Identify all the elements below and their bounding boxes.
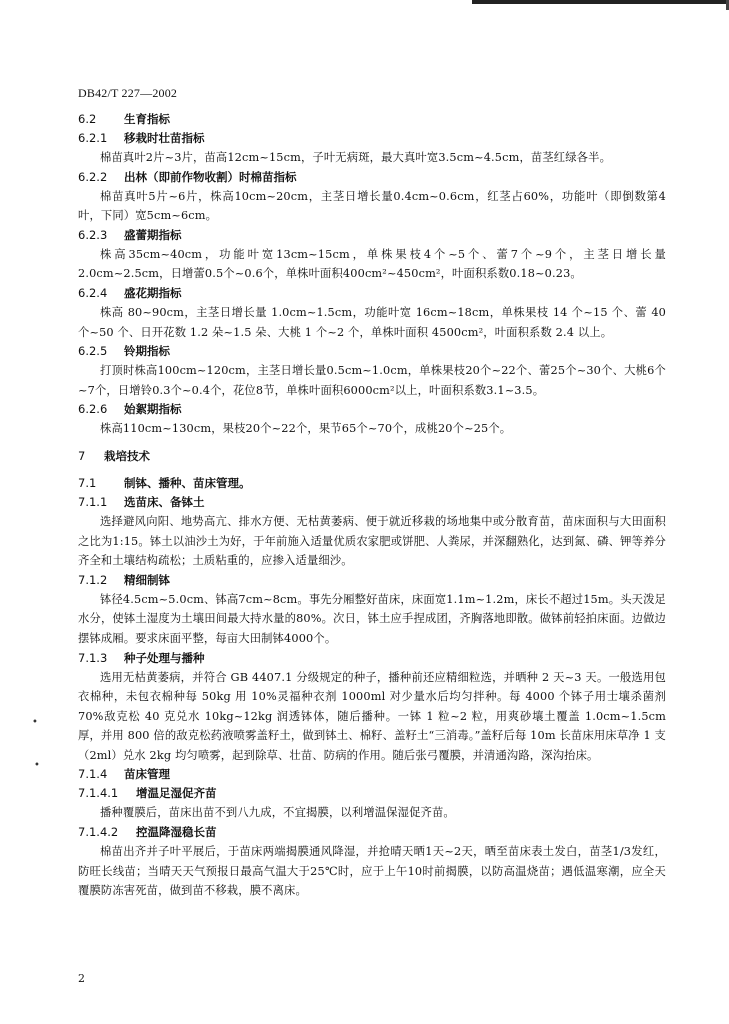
section-number: 6.2 xyxy=(78,112,97,126)
section-title: 生育指标 xyxy=(124,112,170,126)
section-heading xyxy=(78,784,666,803)
section-heading xyxy=(78,400,666,419)
section-title: 铃期指标 xyxy=(124,344,170,359)
section-title: 始絮期指标 xyxy=(124,402,182,417)
section-heading xyxy=(78,284,666,303)
paragraph: 株高 80~90cm，主茎日增长量 1.0cm~1.5cm，功能叶宽 16cm~18cm，单株果枝 14 个~15 个、蕾 40 个~50 个、日开花数 1.2 朵~1.5 朵、大桃 1 个~2 个，单株叶面积 4500cm²，叶面积系数 2.4 以上。 xyxy=(78,305,666,339)
section-heading xyxy=(78,168,666,187)
section-heading xyxy=(78,823,666,842)
section-number: 7.1.3 xyxy=(78,650,108,665)
section-heading xyxy=(78,129,666,148)
section-number: 7.1.4.1 xyxy=(78,786,119,801)
paragraph: 棉苗真叶2片~3片，苗高12cm~15cm，子叶无病斑，最大真叶宽3.5cm~4.5cm，苗茎红绿各半。 xyxy=(100,151,612,164)
section-title: 盛花期指标 xyxy=(124,285,182,300)
page-number: 2 xyxy=(78,972,85,985)
section-number: 7.1.2 xyxy=(78,572,108,587)
section-title: 精细制钵 xyxy=(124,572,170,587)
scan-speck: • xyxy=(32,717,38,728)
section-number: 6.2.5 xyxy=(78,344,108,359)
section-heading xyxy=(78,493,666,512)
section-number: 7 xyxy=(78,448,86,463)
section-heading xyxy=(78,447,666,466)
paragraph: 株高35cm~40cm，功能叶宽13cm~15cm，单株果枝4个~5个、蕾7个~9个，主茎日增长量2.0cm~2.5cm，日增蕾0.5个~0.6个，单株叶面积400cm²~450cm²，叶面积系数0.18~0.23。 xyxy=(78,247,666,281)
section-title: 栽培技术 xyxy=(104,448,150,463)
section-title: 种子处理与播种 xyxy=(124,650,205,665)
paragraph: 选择避风向阳、地势高亢、排水方便、无枯黄萎病、便于就近移栽的场地集中或分散育苗，苗床面积与大田面积之比为1:15。钵土以油沙土为好，于年前施入适量优质农家肥或饼肥、人粪尿，并深翻熟化，达到氮、磷、钾等养分齐全和土壤结构疏松；土质粘重的，应掺入适量细沙。 xyxy=(78,514,666,568)
section-title: 盛蕾期指标 xyxy=(124,227,182,242)
section-spacer xyxy=(78,466,666,474)
section-number: 7.1 xyxy=(78,475,97,490)
section-title: 控温降湿稳长苗 xyxy=(136,825,217,840)
paragraph: 棉苗真叶5片~6片，株高10cm~20cm，主茎日增长量0.4cm~0.6cm，红茎占60%，功能叶（即倒数第4叶，下同）宽5cm~6cm。 xyxy=(78,189,666,223)
section-number: 7.1.4 xyxy=(78,767,108,782)
section-number: 7.1.1 xyxy=(78,494,108,509)
section-number: 6.2.2 xyxy=(78,169,108,184)
section-heading xyxy=(78,649,666,668)
section-title: 苗床管理 xyxy=(124,767,170,782)
section-title: 选苗床、备钵土 xyxy=(124,494,205,509)
section-title: 出林（即前作物收割）时棉苗指标 xyxy=(124,169,297,184)
section-title: 增温足湿促齐苗 xyxy=(136,786,217,801)
section-spacer xyxy=(78,439,666,447)
section-heading xyxy=(78,765,666,784)
document-code: DB42/T 227—2002 xyxy=(78,86,178,100)
section-heading xyxy=(78,474,666,493)
section-number: 6.2.3 xyxy=(78,227,108,242)
section-title: 制钵、播种、苗床管理。 xyxy=(124,475,251,490)
section-number: 6.2.1 xyxy=(78,131,108,145)
paragraph: 打顶时株高100cm~120cm，主茎日增长量0.5cm~1.0cm，单株果枝20个~22个、蕾25个~30个、大桃6个~7个，日增铃0.3个~0.4个，花位8节，单株叶面积6000cm²以上，叶面积系数3.1~3.5。 xyxy=(78,364,666,397)
paragraph: 钵径4.5cm~5.0cm、钵高7cm~8cm。事先分厢整好苗床，床面宽1.1m~1.2m，床长不超过15m。头天泼足水分，使钵土湿度为土壤田间最大持水量的80%。次日，钵土应手捏成团，齐胸落地即散。做钵前轻拍床面。边做边摆钵成厢。要求床面平整，每亩大田制钵4000个。 xyxy=(78,592,666,645)
section-number: 6.2.6 xyxy=(78,402,108,417)
paragraph: 株高110cm~130cm，果枝20个~22个，果节65个~70个，成桃20个~25个。 xyxy=(100,422,512,436)
section-number: 6.2.4 xyxy=(78,285,108,300)
paragraph: 选用无枯黄萎病，并符合 GB 4407.1 分级规定的种子，播种前还应精细粒选，并晒种 2 天~3 天。一般选用包衣棉种，未包衣棉种每 50kg 用 10%灵福种衣剂 1000ml 对少量水后均匀拌种。每 4000 个钵子用士壤杀菌剂 70%敌克松 40 克兑水 10kg~12kg 润透钵体，随后播种。一钵 1 粒~2 粒，用爽砂壤土覆盖 1.0cm~1.5cm 厚，并用 800 倍的敌克松药液喷雾盖籽土，做到钵土、棉籽、盖籽土“三消毒。”盖籽后每 10m 长苗床用床草净 1 支（2ml）兑水 2kg 均匀喷雾，起到除草、壮苗、防病的作用。随后张弓覆膜，并清通沟路，深沟抬床。 xyxy=(78,670,666,762)
section-title: 移栽时壮苗指标 xyxy=(124,131,205,145)
scan-border-line xyxy=(472,0,729,4)
paragraph: 播种覆膜后，苗床出苗不到八九成，不宜揭膜，以利增温保湿促齐苗。 xyxy=(100,806,455,820)
section-heading xyxy=(78,342,666,361)
section-heading xyxy=(78,226,666,245)
paragraph: 棉苗出齐并子叶平展后，于苗床两端揭膜通风降湿，并抢晴天晒1天~2天，晒至苗床表土发白，苗茎1/3发红，防旺长线苗；当晴天天气预报日最高气温大于25℃时，应于上午10时前揭膜，以防高温烧苗；遇低温寒潮，应全天覆膜防冻害死苗，做到苗不移栽，膜不离床。 xyxy=(78,845,666,898)
scan-speck: • xyxy=(34,760,40,771)
section-heading xyxy=(78,571,666,590)
document-body xyxy=(78,110,666,901)
section-number: 7.1.4.2 xyxy=(78,825,119,840)
section-heading xyxy=(78,110,666,129)
